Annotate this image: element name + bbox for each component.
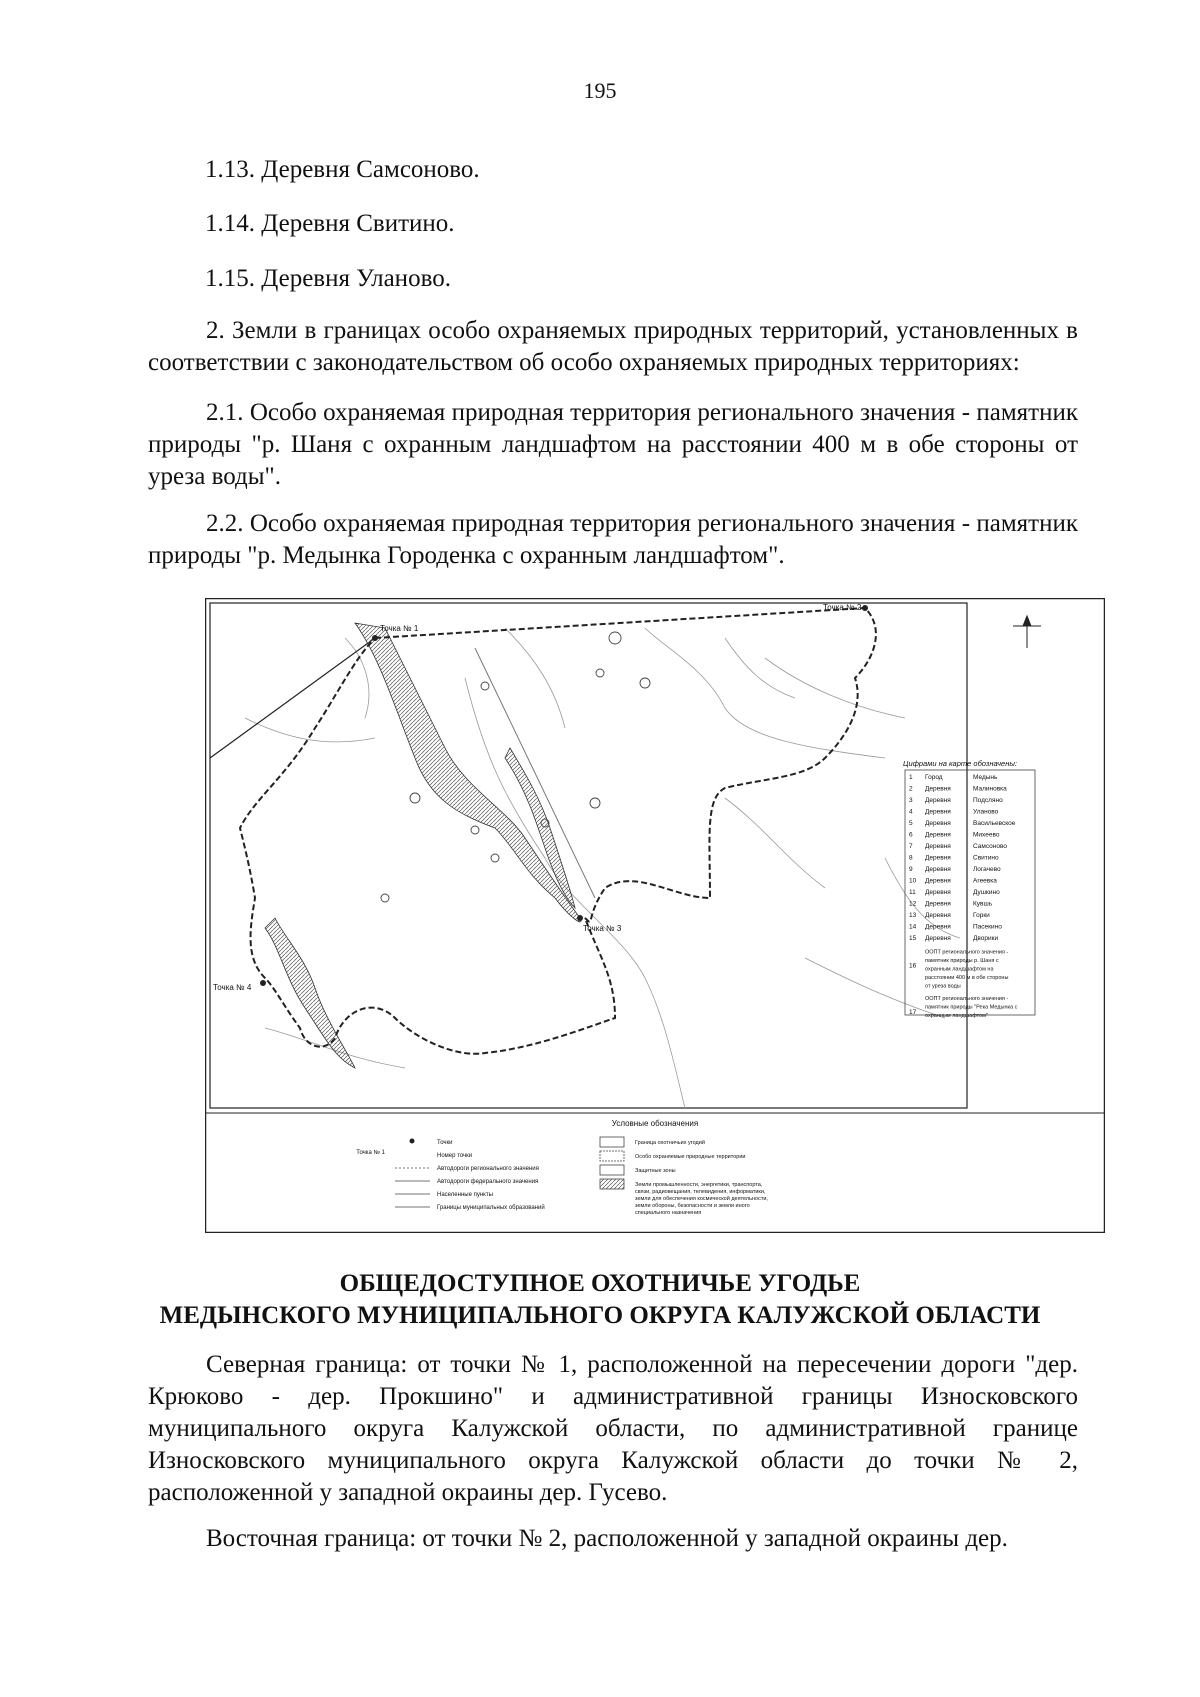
convention-right-item: Защитные зоны	[635, 1168, 676, 1174]
legend-row-type: Деревня	[925, 912, 951, 919]
legend-row-type: Деревня	[925, 785, 951, 793]
east-boundary-paragraph: Восточная граница: от точки № 2, расположенной у западной окраины дер.	[206, 1525, 1008, 1552]
list-item: 1.14. Деревня Свитино.	[205, 210, 455, 237]
convention-left-item: Номер точки	[437, 1153, 473, 1159]
convention-right-item: связи, радиовещания, телевидения, информатики,	[635, 1189, 766, 1195]
legend-row-number: 3	[909, 797, 913, 804]
convention-right-item: Особо охраняемые природные территории	[635, 1154, 746, 1160]
legend-row-name: Самсоново	[973, 843, 1007, 850]
paragraph-2: 2. Земли в границах особо охраняемых природных территорий, установленных в соответствии с законодательством об особо охраняемых природных территориях:	[148, 317, 1078, 376]
legend-row-number: 4	[909, 808, 913, 816]
legend-oopt-text: памятник природы "Река Медынка с	[925, 1004, 1018, 1011]
convention-right-item: Земли промышленности, энергетики, транспорта,	[635, 1182, 763, 1188]
legend-row-number: 8	[909, 854, 913, 862]
legend-row-name: Медынь	[973, 774, 998, 781]
legend-row-name: Логачево	[973, 866, 1001, 873]
legend-row-name: Михеево	[973, 831, 1000, 839]
point-label-2: Точка № 2	[823, 603, 862, 612]
convention-right-symbol	[600, 1179, 624, 1189]
legend-row-type: Деревня	[925, 797, 951, 804]
legend-oopt-number: 16	[909, 962, 917, 970]
list-item: 1.15. Деревня Уланово.	[205, 265, 451, 292]
legend-oopt-text: памятник природы р. Шаня с	[925, 958, 999, 964]
legend-row-number: 10	[909, 877, 917, 885]
paragraph-2-2: 2.2. Особо охраняемая природная территория регионального значения - памятник природы "р. Медынка Городенка с охранным ландшафтом".	[148, 510, 1078, 569]
legend-row-number: 13	[909, 912, 917, 919]
legend-row-number: 15	[909, 935, 917, 942]
paragraph-2-1: 2.1. Особо охраняемая природная территория регионального значения - памятник природы "р. Шаня с охранным ландшафтом на расстоянии 400 м в обе стороны от уреза воды".	[148, 399, 1078, 490]
legend-row-name: Уланово	[973, 808, 999, 816]
legend-row-name: Васильевское	[973, 820, 1016, 827]
legend-oopt-text: от уреза воды	[925, 983, 961, 990]
legend-row-name: Дворики	[973, 935, 999, 942]
legend-row-type: Деревня	[925, 831, 951, 839]
hunting-ground-map	[205, 598, 1105, 1233]
convention-left-item: Точки	[437, 1140, 453, 1146]
legend-oopt-text: ООПТ регионального значения -	[925, 949, 1009, 956]
point-label-4: Точка № 4	[213, 983, 252, 992]
list-item: 1.13. Деревня Самсоново.	[205, 156, 480, 183]
legend-row-type: Деревня	[925, 820, 951, 827]
legend-row-number: 11	[909, 889, 916, 896]
section-heading	[0, 1268, 1200, 1332]
convention-left-item: Границы муниципальных образований	[437, 1205, 545, 1211]
point-label-1: Точка № 1	[380, 624, 419, 633]
legend-row-number: 6	[909, 831, 913, 839]
convention-left-item: Автодороги регионального значения	[437, 1166, 539, 1172]
north-boundary-paragraph: Северная граница: от точки № 1, расположенной на пересечении дороги "дер. Крюково - дер. Прокшино" и административной границы Износковского муниципального округа Калужской области, по административной границе Износковского муниципального округа Калужской области до точки № 2, расположенной у западной окраины дер. Гусево.	[148, 1351, 1078, 1506]
legend-row-name: Кувшь	[973, 900, 993, 908]
legend-row-number: 1	[909, 774, 913, 781]
legend-oopt-text: охранным ландшафтом"	[925, 1013, 988, 1019]
legend-oopt-number: 17	[909, 1009, 917, 1016]
legend-oopt-text: ООПТ регионального значения -	[925, 996, 1009, 1002]
convention-left-item: Населенные пункты	[437, 1192, 493, 1198]
legend-row-number: 14	[909, 923, 917, 931]
legend-row-name: Свитино	[973, 854, 999, 862]
point-label-3: Точка № 3	[583, 924, 622, 933]
legend-row-type: Деревня	[925, 923, 951, 931]
conventions-point-sample: Точка № 1	[356, 1150, 385, 1156]
legend-row-number: 9	[909, 866, 913, 873]
convention-point-symbol	[410, 1139, 415, 1144]
legend-row-type: Деревня	[925, 877, 951, 885]
page-number: 195	[583, 78, 617, 103]
legend-row-name: Подсляно	[973, 797, 1003, 804]
legend-row-name: Малиновка	[973, 785, 1007, 793]
convention-left-item: Автодороги федерального значения	[437, 1179, 539, 1185]
conventions-title: Условные обозначения	[611, 1119, 699, 1128]
legend-row-type: Деревня	[925, 935, 951, 942]
convention-right-item: земли обороны, безопасности и земли иного	[635, 1203, 750, 1209]
heading-line-2: МЕДЫНСКОГО МУНИЦИПАЛЬНОГО ОКРУГА КАЛУЖСКОЙ ОБЛАСТИ	[159, 1302, 1041, 1329]
legend-row-type: Деревня	[925, 854, 951, 862]
convention-right-item: Граница охотничьих угодий	[635, 1140, 705, 1146]
legend-title: Цифрами на карте обозначены:	[903, 759, 1017, 768]
legend-row-type: Деревня	[925, 843, 951, 850]
legend-row-name: Душкино	[973, 889, 1000, 896]
legend-row-type: Деревня	[925, 866, 951, 873]
legend-row-name: Горки	[973, 912, 990, 919]
legend-row-name: Пасекино	[973, 923, 1002, 931]
legend-row-type: Город	[925, 774, 943, 781]
legend-oopt-text: охранным ландшафтом на	[925, 966, 994, 973]
legend-oopt-text: расстоянии 400 м в обе стороны	[925, 975, 1009, 981]
legend-row-number: 5	[909, 820, 913, 827]
legend-row-type: Деревня	[925, 808, 951, 816]
legend-row-number: 7	[909, 843, 913, 850]
legend-row-type: Деревня	[925, 889, 951, 896]
legend-row-number: 2	[909, 785, 913, 793]
convention-right-item: специального назначения	[635, 1210, 702, 1216]
heading-line-1: ОБЩЕДОСТУПНОЕ ОХОТНИЧЬЕ УГОДЬЕ	[339, 1270, 861, 1297]
convention-right-item: земли для обеспечения космической деятельности,	[635, 1196, 768, 1202]
legend-row-type: Деревня	[925, 900, 951, 908]
legend-row-name: Агеевка	[973, 877, 997, 885]
legend-row-number: 12	[909, 900, 917, 908]
